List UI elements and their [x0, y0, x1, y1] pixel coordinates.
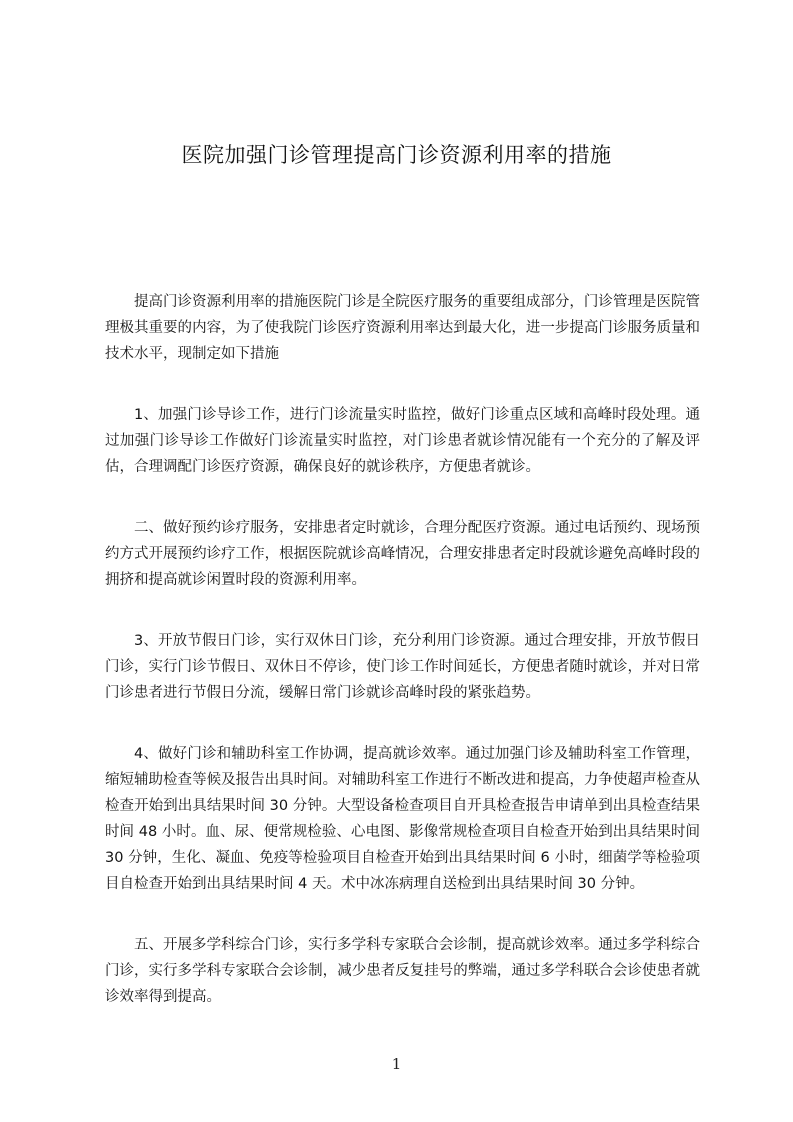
document-title: 医院加强门诊管理提高门诊资源利用率的措施: [181, 143, 612, 167]
measure-3-paragraph: 3、开放节假日门诊，实行双休日门诊，充分利用门诊资源。通过合理安排，开放节假日门诊，实行门诊节假日、双休日不停诊，使门诊工作时间延长，方便患者随时就诊，并对日常门诊患者进行节假日分流，缓解日常门诊就诊高峰时段的紧张趋势。: [105, 633, 700, 701]
measure-4-paragraph: 4、做好门诊和辅助科室工作协调，提高就诊效率。通过加强门诊及辅助科室工作管理，缩短辅助检查等候及报告出具时间。对辅助科室工作进行不断改进和提高，力争使超声检查从检查开始到出具结果时间 30 分钟。大型设备检查项目自开具检查报告申请单到出具检查结果时间 48 小时。血、尿、便常规检验、心电图、影像常规检查项目自检查开始到出具结果时间 30 分钟，生化、凝血、免疫等检验项目自检查开始到出具结果时间 6 小时，细菌学等检验项目自检查开始到出具结果时间 4 天。术中冰冻病理自送检到出具结果时间 30 分钟。: [105, 746, 700, 892]
document-body: [105, 289, 700, 1045]
page-number: 1: [391, 1055, 402, 1073]
measure-5-paragraph: 五、开展多学科综合门诊，实行多学科专家联合会诊制，提高就诊效率。通过多学科综合门诊，实行多学科专家联合会诊制，减少患者反复挂号的弊端，通过多学科联合会诊使患者就诊效率得到提高。: [105, 937, 700, 1005]
measure-1-paragraph: 1、加强门诊导诊工作，进行门诊流量实时监控，做好门诊重点区域和高峰时段处理。通过加强门诊导诊工作做好门诊流量实时监控，对门诊患者就诊情况能有一个充分的了解及评估，合理调配门诊医疗资源，确保良好的就诊秩序，方便患者就诊。: [105, 407, 700, 475]
intro-paragraph: 提高门诊资源利用率的措施医院门诊是全院医疗服务的重要组成部分，门诊管理是医院管理极其重要的内容，为了使我院门诊医疗资源利用率达到最大化，进一步提高门诊服务质量和技术水平，现制定如下措施: [105, 294, 700, 362]
measure-2-paragraph: 二、做好预约诊疗服务，安排患者定时就诊，合理分配医疗资源。通过电话预约、现场预约方式开展预约诊疗工作，根据医院就诊高峰情况，合理安排患者定时段就诊避免高峰时段的拥挤和提高就诊闲置时段的资源利用率。: [105, 520, 700, 588]
